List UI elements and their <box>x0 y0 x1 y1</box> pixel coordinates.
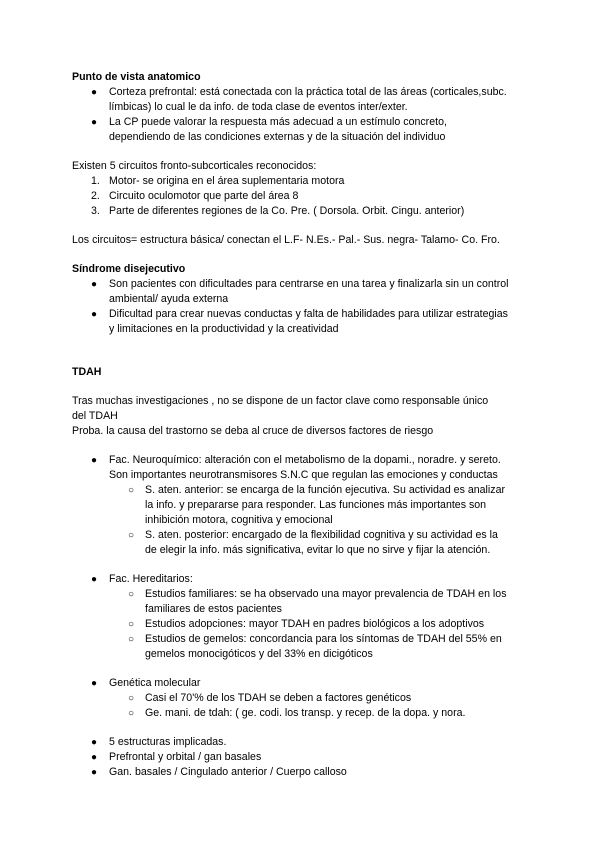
sub-bullet-text: Estudios adopciones: mayor TDAH en padres biológicos a los adoptivos <box>145 618 485 630</box>
list-number: 1. <box>91 175 100 187</box>
bullet-text: Fac. Hereditarios: <box>109 573 193 585</box>
bullet-icon: ● <box>91 574 98 585</box>
sub-bullet-icon: ○ <box>128 634 135 645</box>
bullet-text: Son importantes neurotransmisores S.N.C que regulan las emociones y conductas <box>109 469 498 481</box>
bullet-icon: ● <box>91 309 98 320</box>
list-item: Circuito oculomotor que parte del área 8 <box>109 190 299 202</box>
sub-bullet-text: S. aten. posterior: encargado de la flexibilidad cognitiva y su actividad es la <box>145 529 498 541</box>
bullet-icon: ● <box>91 279 98 290</box>
section-title-tdah: TDAH <box>72 366 102 378</box>
sub-bullet-text: Estudios de gemelos: concordancia para los síntomas de TDAH del 55% en <box>145 633 502 645</box>
sub-bullet-icon: ○ <box>128 693 135 704</box>
bullet-text: Son pacientes con dificultades para centrarse en una tarea y finalizarla sin un control <box>109 278 509 290</box>
bullet-text: Gan. basales / Cingulado anterior / Cuerpo calloso <box>109 766 347 778</box>
sub-bullet-text: familiares de estos pacientes <box>145 603 282 615</box>
bullet-text: 5 estructuras implicadas. <box>109 736 227 748</box>
sub-bullet-text: gemelos monocigóticos y del 33% en dicigóticos <box>145 648 373 660</box>
bullet-text: y limitaciones en la productividad y la creatividad <box>109 323 339 335</box>
sub-bullet-text: la info. y prepararse para responder. Las funciones más importantes son <box>145 499 487 511</box>
bullet-text: Prefrontal y orbital / gan basales <box>109 751 262 763</box>
sub-bullet-text: de elegir la info. más significativa, evitar lo que no sirve y fijar la atención. <box>145 544 491 556</box>
bullet-icon: ● <box>91 455 98 466</box>
list-item: Motor- se origina en el área suplementaria motora <box>109 175 345 187</box>
bullet-text: dependiendo de las condiciones externas y de la situación del individuo <box>109 131 446 143</box>
sub-bullet-text: Ge. mani. de tdah: ( ge. codi. los transp. y recep. de la dopa. y nora. <box>145 707 466 719</box>
sub-bullet-icon: ○ <box>128 708 135 719</box>
bullet-icon: ● <box>91 737 98 748</box>
list-number: 2. <box>91 190 100 202</box>
sub-bullet-icon: ○ <box>128 589 135 600</box>
sub-bullet-text: S. aten. anterior: se encarga de la función ejecutiva. Su actividad es analizar <box>145 484 506 496</box>
sub-bullet-text: inhibición motora, cognitiva y emocional <box>145 514 333 526</box>
tdah-intro-line: Tras muchas investigaciones , no se dispone de un factor clave como responsable único <box>72 395 489 407</box>
bullet-text: Dificultad para crear nuevas conductas y falta de habilidades para utilizar estrategias <box>109 308 508 320</box>
bullet-text: Corteza prefrontal: está conectada con la práctica total de las áreas (corticales,subc. <box>109 86 507 98</box>
bullet-text: ambiental/ ayuda externa <box>109 293 229 305</box>
tdah-intro-line: Proba. la causa del trastorno se deba al cruce de diversos factores de riesgo <box>72 425 434 437</box>
circuits-summary: Los circuitos= estructura básica/ conectan el L.F- N.Es.- Pal.- Sus. negra- Talamo- Co. Fro. <box>72 234 500 246</box>
sub-bullet-icon: ○ <box>128 530 135 541</box>
bullet-icon: ● <box>91 678 98 689</box>
sub-bullet-text: Casi el 70'% de los TDAH se deben a factores genéticos <box>145 692 412 704</box>
tdah-intro-line: del TDAH <box>72 410 118 422</box>
bullet-icon: ● <box>91 87 98 98</box>
list-item: Parte de diferentes regiones de la Co. Pre. ( Dorsola. Orbit. Cingu. anterior) <box>109 205 465 217</box>
sub-bullet-icon: ○ <box>128 485 135 496</box>
bullet-text: Fac. Neuroquímico: alteración con el metabolismo de la dopami., noradre. y sereto. <box>109 454 501 466</box>
list-number: 3. <box>91 205 100 217</box>
bullet-icon: ● <box>91 767 98 778</box>
bullet-text: La CP puede valorar la respuesta más adecuad a un estímulo concreto, <box>109 116 447 128</box>
sub-bullet-icon: ○ <box>128 619 135 630</box>
section-title-anatomico: Punto de vista anatomico <box>72 71 201 83</box>
bullet-text: límbicas) lo cual le da info. de toda clase de eventos inter/exter. <box>109 101 408 113</box>
bullet-text: Genética molecular <box>109 677 201 689</box>
sub-bullet-text: Estudios familiares: se ha observado una mayor prevalencia de TDAH en los <box>145 588 507 600</box>
bullet-icon: ● <box>91 752 98 763</box>
section-title-sindrome: Síndrome disejecutivo <box>72 263 186 275</box>
circuits-intro: Existen 5 circuitos fronto-subcorticales reconocidos: <box>72 160 317 172</box>
bullet-icon: ● <box>91 117 98 128</box>
